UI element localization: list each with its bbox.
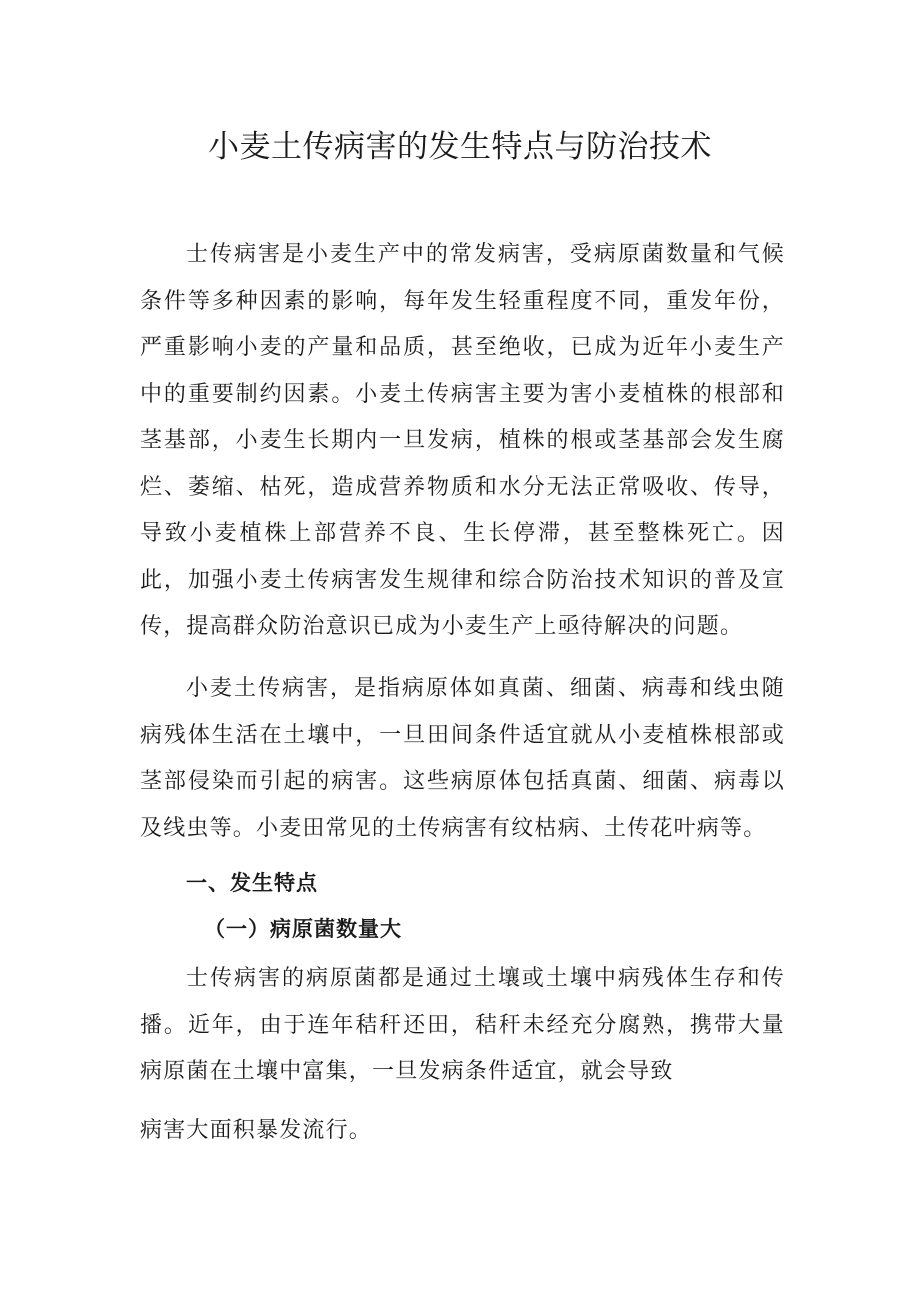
section-heading: 一、发生特点 <box>186 871 318 895</box>
document-title: 小麦土传病害的发生特点与防治技术 <box>208 129 712 165</box>
subsection-paragraph-continuation: 病害大面积暴发流行。 <box>140 1118 373 1143</box>
subsection-heading: （一）病原菌数量大 <box>204 917 402 941</box>
subsection-paragraph: 士传病害的病原菌都是通过土壤或土壤中病残体生存和传播。近年，由于连年秸秆还田，秸秆未经充分腐熟，携带大量病原菌在土壤中富集，一旦发病条件适宜，就会导致 <box>140 966 785 1084</box>
intro-paragraph: 士传病害是小麦生产中的常发病害，受病原菌数量和气候条件等多种因素的影响，每年发生轻重程度不同，重发年份，严重影响小麦的产量和品质，甚至绝收，已成为近年小麦生产中的重要制约因素。小麦土传病害主要为害小麦植株的根部和茎基部，小麦生长期内一旦发病，植株的根或茎基部会发生腐烂、萎缩、枯死，造成营养物质和水分无法正常吸收、传导，导致小麦植株上部营养不良、生长停滞，甚至整株死亡。因此，加强小麦土传病害发生规律和综合防治技术知识的普及宣传，提高群众防治意识已成为小麦生产上亟待解决的问题。 <box>140 242 785 639</box>
definition-paragraph: 小麦土传病害，是指病原体如真菌、细菌、病毒和线虫随病残体生活在土壤中，一旦田间条件适宜就从小麦植株根部或茎部侵染而引起的病害。这些病原体包括真菌、细菌、病毒以及线虫等。小麦田常见的土传病害有纹枯病、土传花叶病等。 <box>140 676 785 841</box>
